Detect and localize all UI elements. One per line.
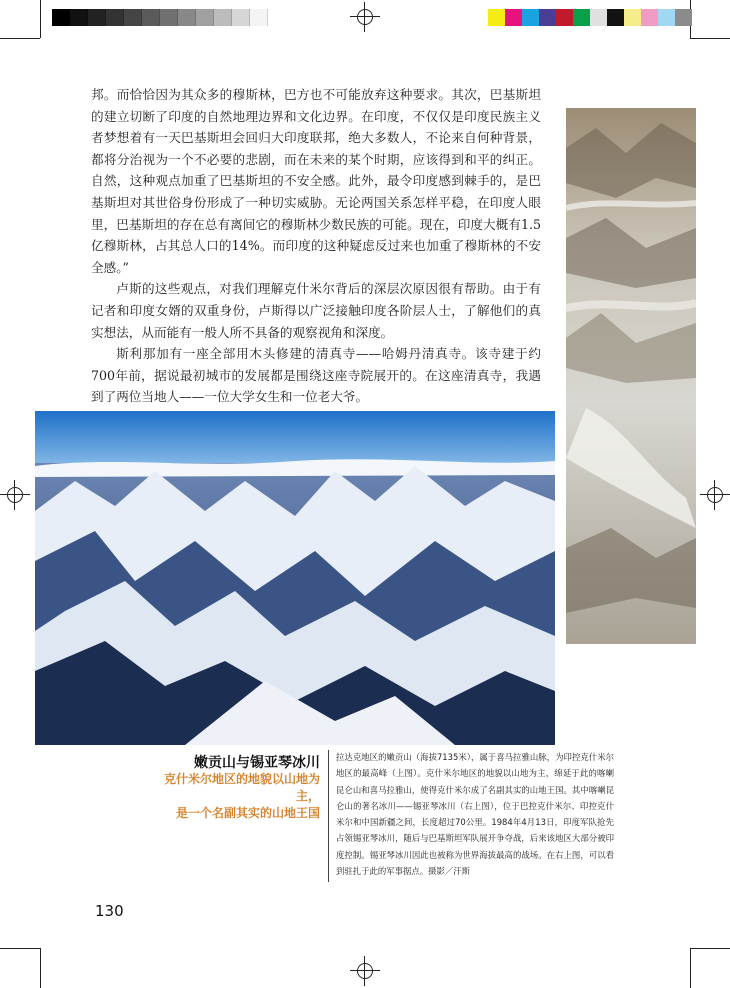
siachen-glacier-photo	[566, 108, 696, 644]
color-swatch	[52, 9, 70, 26]
color-swatch	[675, 9, 692, 26]
color-swatch	[106, 9, 124, 26]
color-swatch	[124, 9, 142, 26]
color-swatch	[522, 9, 539, 26]
color-swatch	[142, 9, 160, 26]
color-swatch	[607, 9, 624, 26]
caption-title: 嫩贡山与锡亚琴冰川	[194, 755, 320, 771]
color-swatch	[214, 9, 232, 26]
color-swatch	[488, 9, 505, 26]
color-swatch	[232, 9, 250, 26]
color-swatch	[88, 9, 106, 26]
caption-body: 拉达克地区的嫩贡山（海拔7135米），属于喜马拉雅山脉，为印控克什米尔地区的最高峰（上图）。克什米尔地区的地貌以山地为主，绵延于此的喀喇昆仑山和喜马拉雅山，使得克什米尔成了名副其实的山地王国。其中喀喇昆仑山的著名冰川——锡亚琴冰川（右上图），位于巴控克什米尔、印控克什米尔和中国新疆之间，长度超过70公里。1984年4月13日，印度军队抢先占领锡亚琴冰川，随后与巴基斯坦军队展开争夺战，后来该地区大部分被印度控制。锡亚琴冰川因此也被称为世界海拔最高的战场。在右上图，可以看到驻扎于此的军事据点。摄影／汗斯	[336, 752, 614, 877]
color-swatch	[590, 9, 607, 26]
registration-mark	[0, 480, 30, 510]
color-swatch	[539, 9, 556, 26]
registration-mark	[700, 480, 730, 510]
crop-mark	[690, 38, 730, 39]
registration-mark	[350, 956, 380, 986]
registration-mark	[350, 2, 380, 32]
crop-mark	[0, 38, 40, 39]
color-swatch	[70, 9, 88, 26]
color-swatch	[658, 9, 675, 26]
article-body	[91, 84, 541, 408]
color-swatch	[641, 9, 658, 26]
crop-mark	[40, 948, 41, 988]
crop-mark	[690, 948, 730, 949]
caption-subtitle	[150, 771, 320, 822]
article-paragraph: 邦。而恰恰因为其众多的穆斯林，巴方也不可能放弃这种要求。其次，巴基斯坦的建立切断了印度的自然地理边界和文化边界。在印度，不仅仅是印度民族主义者梦想着有一天巴基斯坦会回归大印度联邦，绝大多数人，不论来自何种背景，都将分治视为一个不必要的悲剧，而在未来的某个时期，应该得到和平的纠正。自然，这种观点加重了巴基斯坦的不安全感。此外，最令印度感到棘手的，是巴基斯坦对其世俗身份形成了一种切实威胁。无论两国关系怎样平稳，在印度人眼里，巴基斯坦的存在总有离间它的穆斯林少数民族的可能。现在，印度大概有1.5亿穆斯林，占其总人口的14%。而印度的这种疑虑反过来也加重了穆斯林的不安全感。”	[91, 87, 541, 275]
color-swatch	[573, 9, 590, 26]
article-paragraph: 卢斯的这些观点，对我们理解克什米尔背后的深层次原因很有帮助。由于有记者和印度女婿的双重身份，卢斯得以广泛接触印度各阶层人士，了解他们的真实想法，从而能有一般人所不具备的观察视角和深度。	[91, 281, 541, 340]
crop-mark	[40, 0, 41, 38]
color-swatch	[505, 9, 522, 26]
nun-kun-mountain-photo	[35, 411, 555, 745]
color-swatch	[196, 9, 214, 26]
color-swatch	[160, 9, 178, 26]
color-bar	[488, 9, 692, 26]
color-swatch	[556, 9, 573, 26]
color-swatch	[624, 9, 641, 26]
article-paragraph: 斯利那加有一座全部用木头修建的清真寺——哈姆丹清真寺。该寺建于约700年前，据说最初城市的发展都是围绕这座寺院展开的。在这座清真寺，我遇到了两位当地人——一位大学女生和一位老大爷。	[91, 346, 541, 405]
color-swatch	[178, 9, 196, 26]
color-swatch	[250, 9, 268, 26]
caption-subtitle-line: 是一个名副其实的山地王国	[175, 806, 320, 820]
crop-mark	[0, 948, 40, 949]
caption-divider	[328, 750, 329, 882]
page-number: 130	[95, 902, 124, 920]
grayscale-bar	[52, 9, 268, 26]
crop-mark	[690, 948, 691, 988]
caption-subtitle-line: 克什米尔地区的地貌以山地为主，	[163, 772, 320, 803]
